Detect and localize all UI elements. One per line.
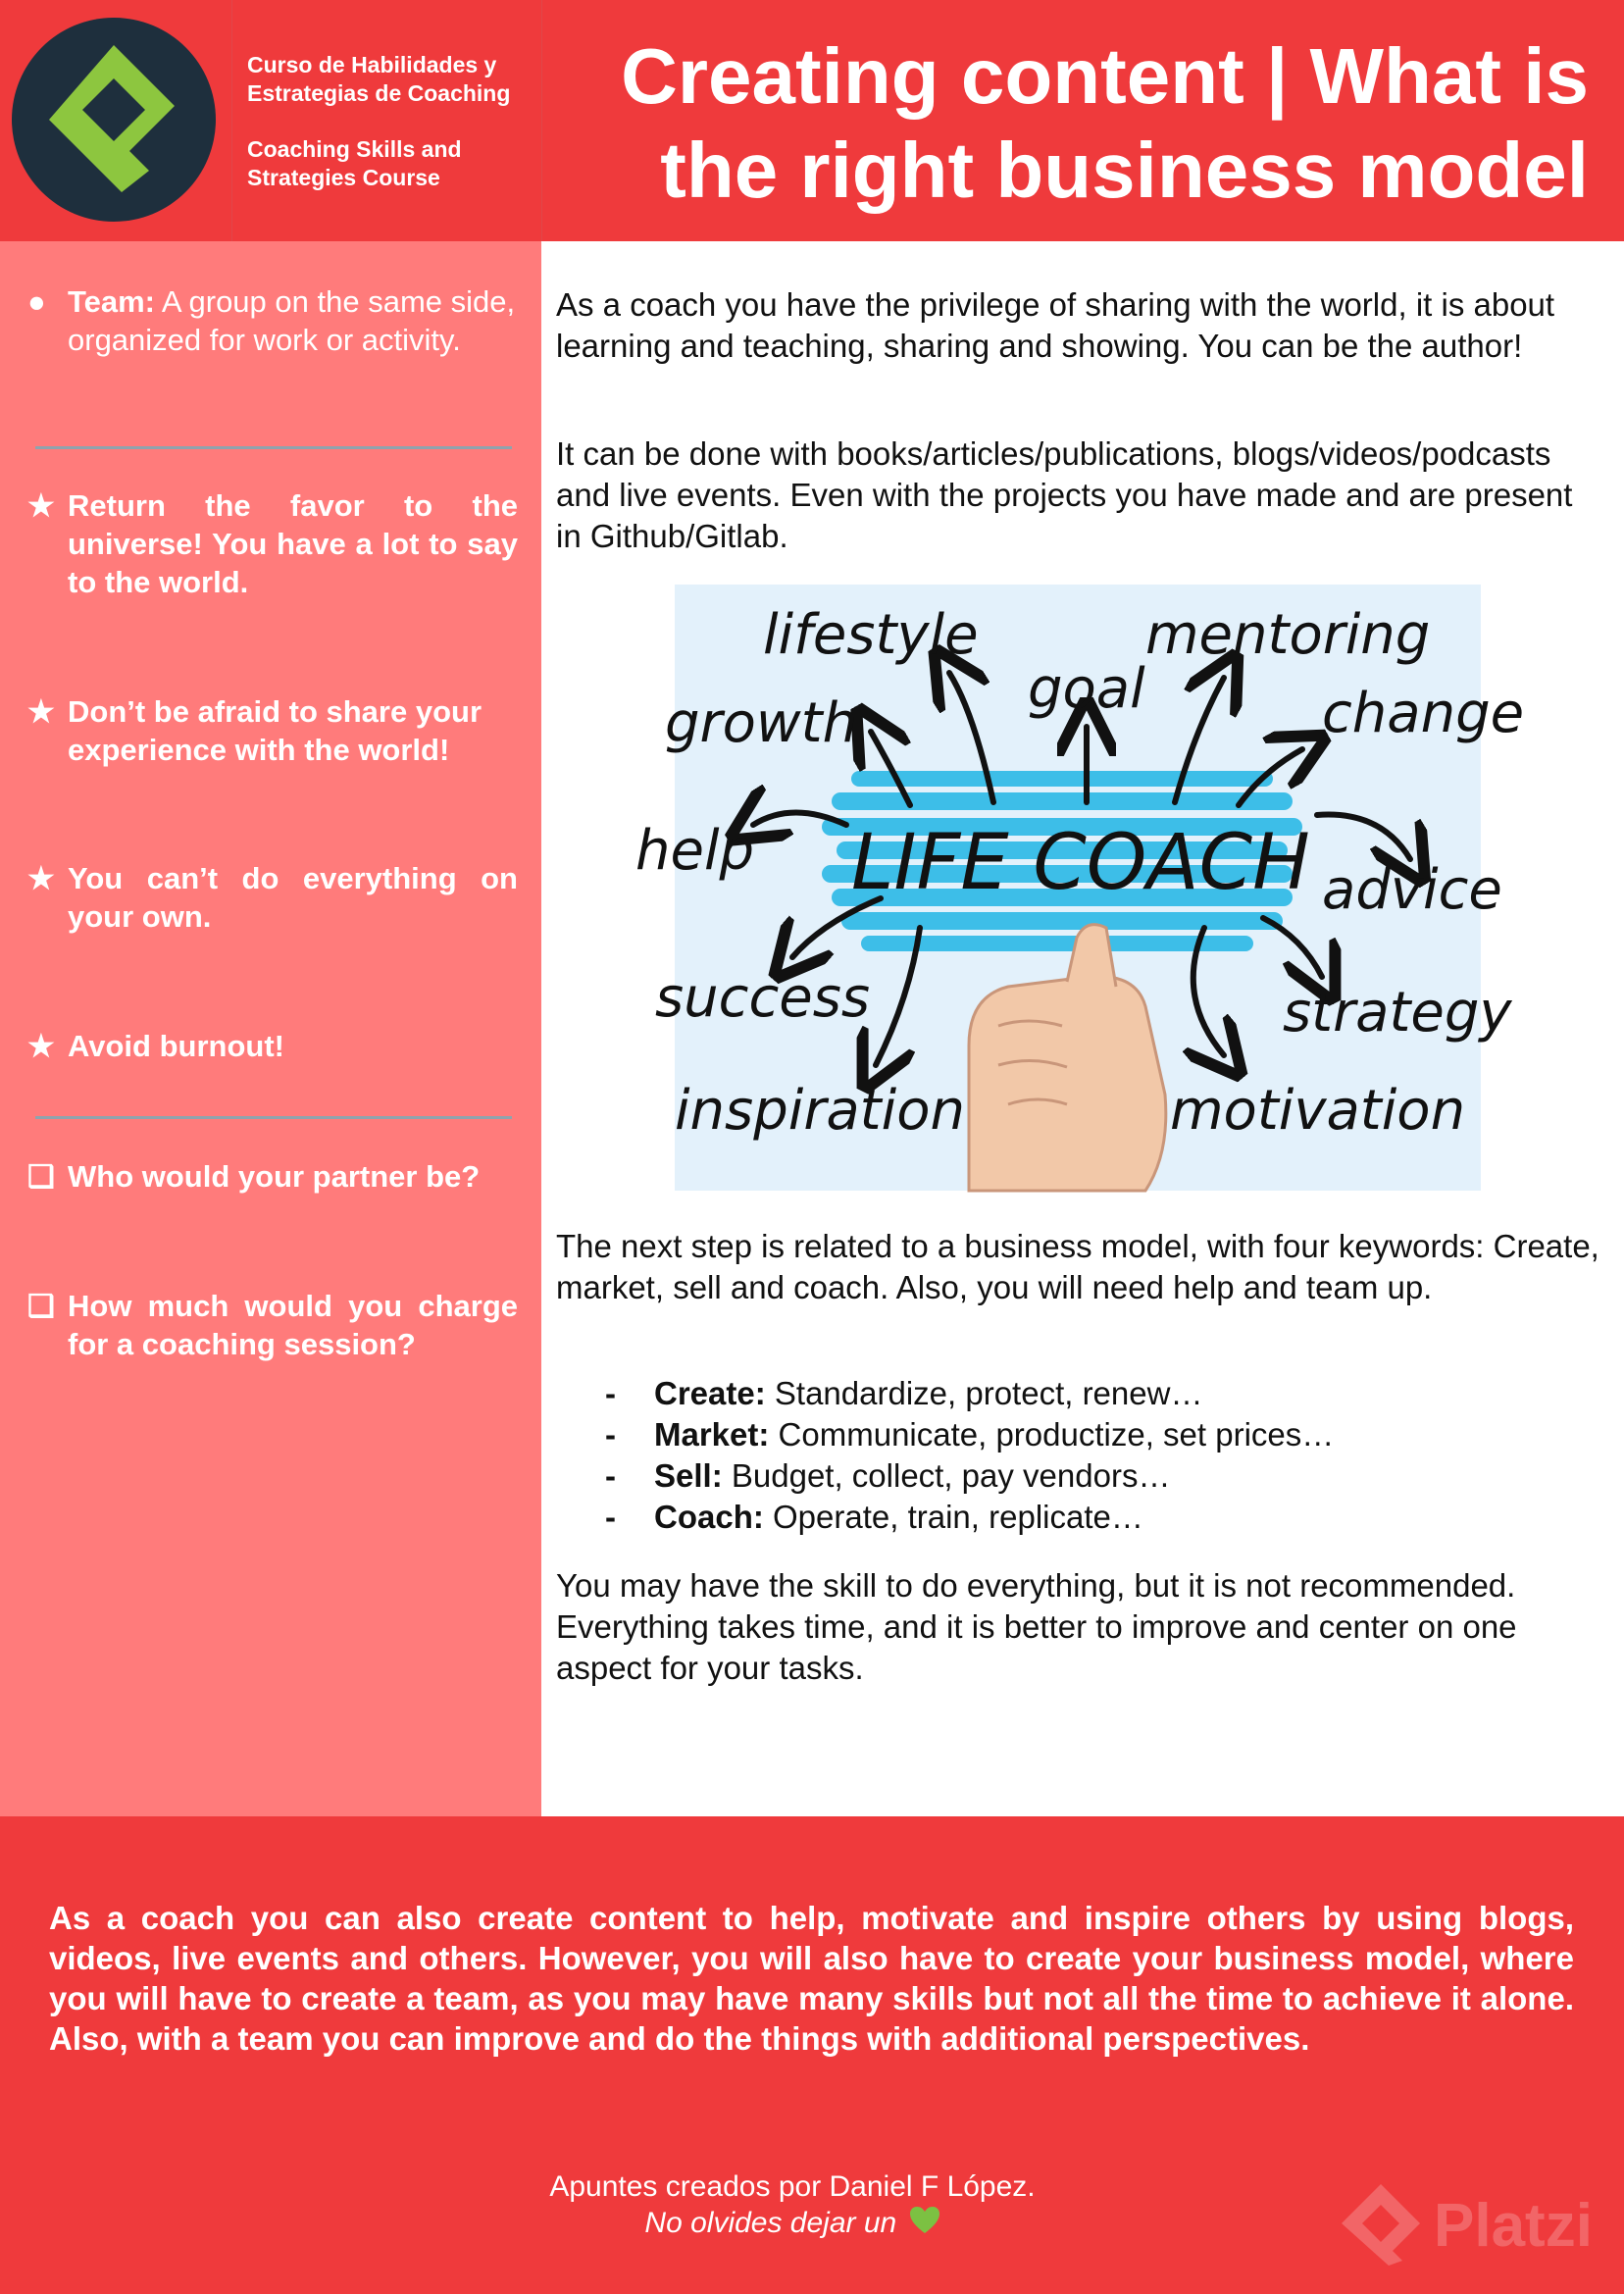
platzi-watermark-icon <box>1332 2179 1430 2268</box>
reminder-text: No olvides dejar un <box>644 2206 897 2239</box>
tip-text: Return the favor to the universe! You have a lot to say to the world. <box>68 488 518 599</box>
list-item: - Market: Communicate, productize, set prices… <box>605 1416 1335 1453</box>
tip-text: You can’t do everything on your own. <box>68 861 518 934</box>
word-mentoring: mentoring <box>1145 603 1431 667</box>
sidebar-divider <box>35 1116 512 1119</box>
business-model-paragraph: The next step is related to a business model, with four keywords: Create, market, sell and coach. Also, you will need help and team up. <box>556 1228 1599 1305</box>
list-item: - Sell: Budget, collect, pay vendors… <box>605 1457 1171 1494</box>
word-growth: growth <box>665 691 858 755</box>
tip-item <box>27 692 518 769</box>
formats-paragraph: It can be done with books/articles/publications, blogs/videos/podcasts and live events. Even with the projects you have made and are present in Github/Gitlab. <box>556 435 1573 554</box>
word-change: change <box>1322 682 1525 745</box>
word-strategy: strategy <box>1283 981 1512 1045</box>
life-coach-illustration <box>635 585 1525 1191</box>
keyword-desc: Operate, train, replicate… <box>773 1499 1143 1535</box>
keyword-term: Create: <box>654 1375 766 1411</box>
intro-paragraph: As a coach you have the privilege of sharing with the world, it is about learning and teaching, sharing and showing. You can be the author! <box>556 286 1555 364</box>
keyword-term: Coach: <box>654 1499 764 1535</box>
tip-text: Avoid burnout! <box>68 1029 284 1063</box>
author-credit: Apuntes creados por Daniel F López. <box>549 2170 1036 2203</box>
tip-text: Don’t be afraid to share your experience with the world! <box>68 694 482 767</box>
word-motivation: motivation <box>1170 1079 1466 1143</box>
keyword-desc: Communicate, productize, set prices… <box>778 1416 1335 1453</box>
header-divider <box>541 0 542 241</box>
life-coach-image <box>635 585 1525 1191</box>
tip-item <box>27 1027 518 1065</box>
keyword-term: Sell: <box>654 1457 723 1494</box>
checkbox-icon: ❑ <box>27 1289 55 1323</box>
keyword-list <box>605 1373 1586 1538</box>
list-item: - Coach: Operate, train, replicate… <box>605 1499 1143 1535</box>
question-item <box>27 1287 518 1363</box>
word-goal: goal <box>1028 657 1145 721</box>
sidebar-divider <box>35 446 512 449</box>
keyword-desc: Budget, collect, pay vendors… <box>731 1457 1171 1494</box>
word-inspiration: inspiration <box>675 1079 965 1143</box>
word-advice: advice <box>1322 858 1502 922</box>
header-divider <box>231 0 232 241</box>
course-name-english: Coaching Skills and Strategies Course <box>247 136 462 190</box>
bullet-icon: ● <box>27 284 46 319</box>
conclusion-paragraph: You may have the skill to do everything, but it is not recommended. Everything takes time, and it is better to improve and center on one aspect for your tasks. <box>556 1567 1517 1686</box>
team-term: Team: <box>68 284 156 319</box>
team-definition-text: A group on the same side, organized for work or activity. <box>68 284 516 357</box>
summary-text: As a coach you can also create content to help, motivate and inspire others by using blogs, videos, live events and others. However, you will also have to create your business model, where you will have to create a team, as you may have many skills but not all the time to achieve it alone. Also, with a team you can improve and do the things with additional perspectives. <box>49 1900 1574 2057</box>
star-icon: ★ <box>27 1029 55 1063</box>
watermark-text: Platzi <box>1434 2192 1593 2260</box>
keyword-desc: Standardize, protect, renew… <box>774 1375 1203 1411</box>
platzi-logo-icon <box>12 18 216 222</box>
tip-item <box>27 859 518 936</box>
question-text: Who would your partner be? <box>68 1159 481 1194</box>
star-icon: ★ <box>27 694 55 729</box>
question-item <box>27 1157 518 1196</box>
word-lifestyle: lifestyle <box>763 603 979 667</box>
hand-illustration <box>969 925 1166 1191</box>
star-icon: ★ <box>27 861 55 895</box>
header-banner <box>0 0 1624 241</box>
course-name-spanish: Curso de Habilidades y Estrategias de Coaching <box>247 52 511 106</box>
keyword-term: Market: <box>654 1416 770 1453</box>
word-success: success <box>655 966 871 1030</box>
life-coach-label: LIFE COACH <box>851 819 1310 907</box>
checkbox-icon: ❑ <box>27 1159 55 1194</box>
question-text: How much would you charge for a coaching session? <box>68 1289 518 1361</box>
platzi-watermark <box>1332 2179 1616 2268</box>
team-definition <box>27 282 518 359</box>
tip-item <box>27 486 518 601</box>
page-title: Creating content | What is the right business model <box>621 32 1589 214</box>
list-item: - Create: Standardize, protect, renew… <box>605 1375 1203 1411</box>
word-help: help <box>635 819 755 883</box>
star-icon: ★ <box>27 488 55 523</box>
platzi-logo <box>12 18 216 222</box>
green-heart-icon <box>909 2206 940 2243</box>
